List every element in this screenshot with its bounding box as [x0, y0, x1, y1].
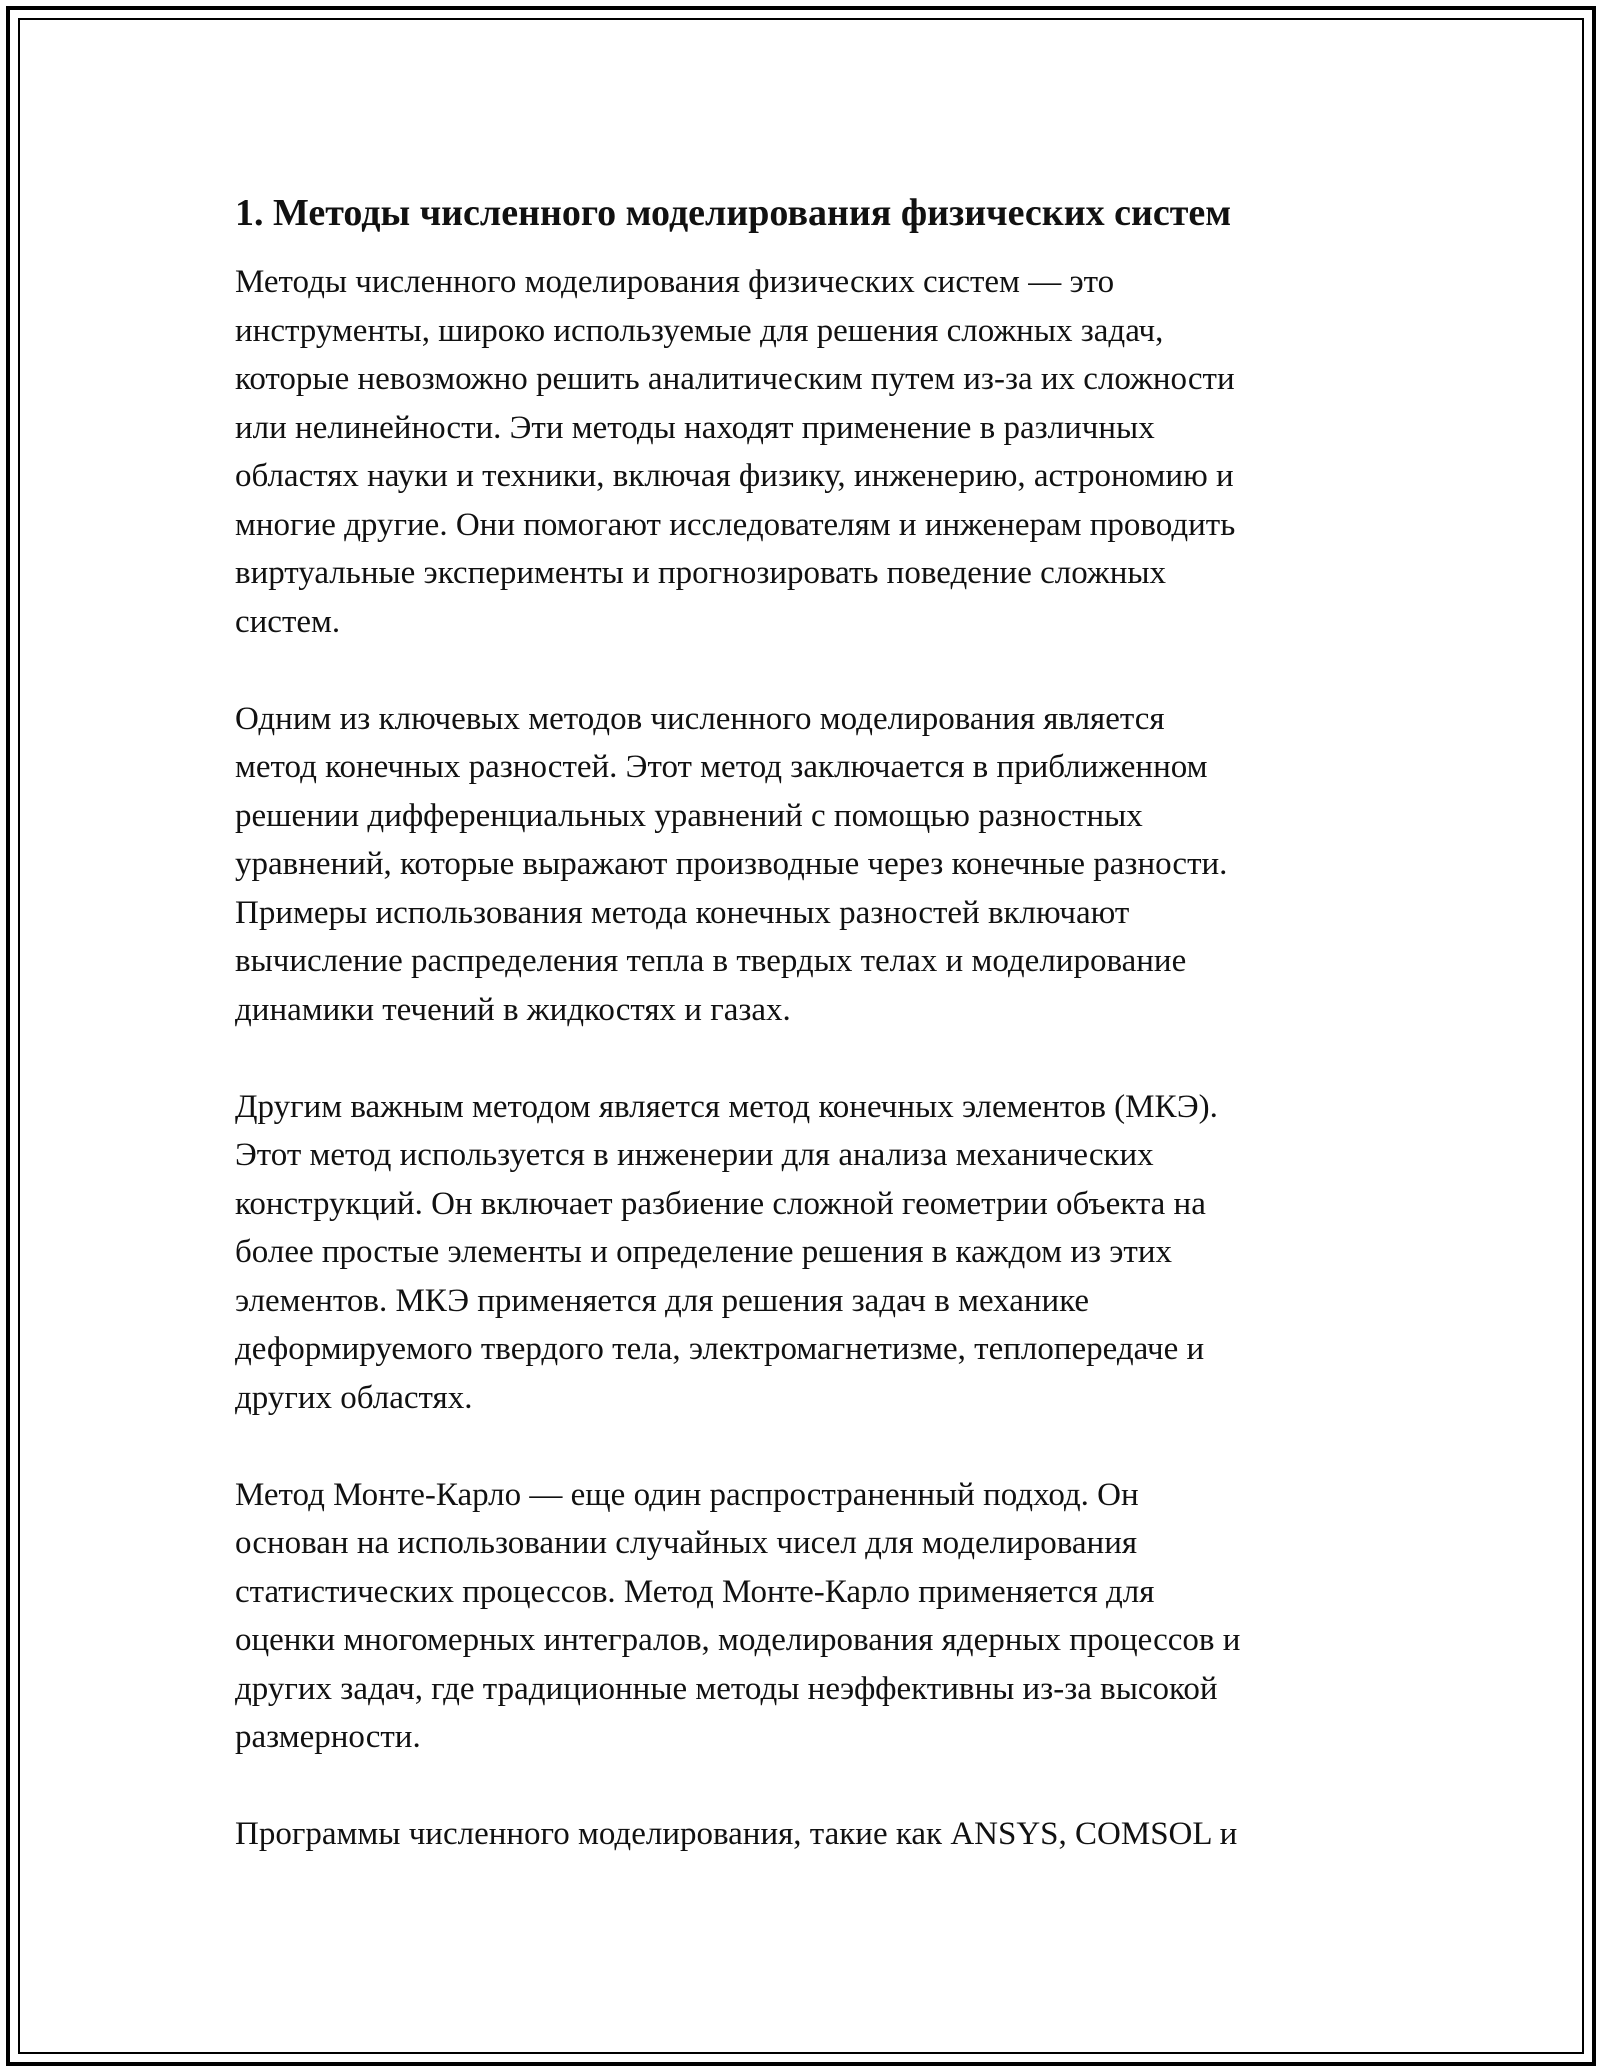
text-line: инструменты, широко используемые для решения сложных задач, — [235, 312, 1164, 349]
text-line: областях науки и техники, включая физику, инженерию, астрономию и — [235, 458, 1234, 494]
text-line: вычисление распределения тепла в твердых телах и моделирование — [235, 943, 1187, 979]
section-heading: 1. Методы численного моделирования физических систем — [235, 192, 1232, 234]
text-line: или нелинейности. Эти методы находят применение в различных — [235, 409, 1155, 446]
text-line: уравнений, которые выражают производные через конечные разности. — [235, 846, 1228, 882]
text-line: виртуальные эксперименты и прогнозировать поведение сложных — [235, 555, 1167, 591]
text-line: элементов. МКЭ применяется для решения задач в механике — [235, 1282, 1090, 1319]
text-line: деформируемого твердого тела, электромагнетизме, теплопередаче и — [235, 1331, 1205, 1367]
text-line: основан на использовании случайных чисел для моделирования — [235, 1525, 1138, 1561]
text-line: Метод Монте-Карло — еще один распространенный подход. Он — [235, 1476, 1139, 1513]
text-line: метод конечных разностей. Этот метод заключается в приближенном — [235, 749, 1208, 785]
paragraph-finite-elements — [235, 1083, 1385, 1423]
text-line: оценки многомерных интегралов, моделирования ядерных процессов и — [235, 1622, 1241, 1658]
text-line: динамики течений в жидкостях и газах. — [235, 991, 791, 1028]
text-line: решении дифференциальных уравнений с помощью разностных — [235, 797, 1143, 834]
paragraph-software — [235, 1810, 1385, 1859]
text-line: систем. — [235, 603, 341, 640]
text-line: Программы численного моделирования, такие как ANSYS, COMSOL и — [235, 1816, 1238, 1852]
text-line: других задач, где традиционные методы неэффективны из-за высокой — [235, 1670, 1218, 1707]
paragraph-intro — [235, 258, 1385, 646]
text-line: многие другие. Они помогают исследователям и инженерам проводить — [235, 506, 1236, 543]
text-line: которые невозможно решить аналитическим путем из-за их сложности — [235, 361, 1235, 397]
text-line: Примеры использования метода конечных разностей включают — [235, 894, 1130, 931]
text-line: Этот метод используется в инженерии для анализа механических — [235, 1137, 1154, 1173]
text-line: конструкций. Он включает разбиение сложной геометрии объекта на — [235, 1185, 1206, 1222]
paragraph-monte-carlo — [235, 1471, 1385, 1762]
text-line: других областях. — [235, 1379, 473, 1416]
text-line: Одним из ключевых методов численного моделирования является — [235, 700, 1165, 737]
text-line: статистических процессов. Метод Монте-Карло применяется для — [235, 1573, 1155, 1610]
text-line: Методы численного моделирования физических систем — это — [235, 264, 1115, 300]
document-body — [235, 188, 1385, 1907]
text-line: размерности. — [235, 1719, 421, 1755]
text-line: более простые элементы и определение решения в каждом из этих — [235, 1234, 1173, 1270]
paragraph-finite-differences — [235, 695, 1385, 1035]
text-line: Другим важным методом является метод конечных элементов (МКЭ). — [235, 1088, 1218, 1125]
